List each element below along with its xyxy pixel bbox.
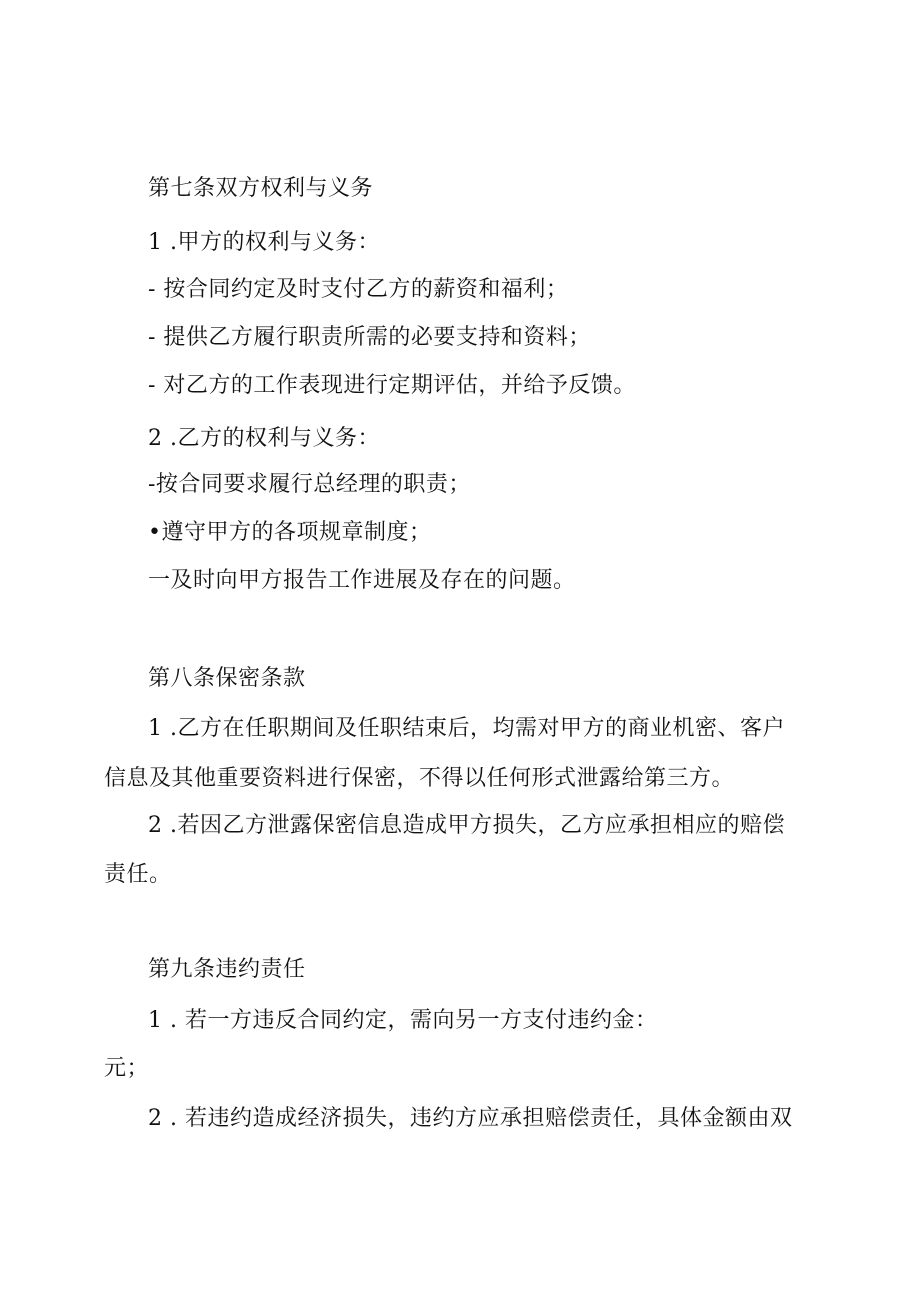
article7-item1: 1 .甲方的权利与义务： bbox=[148, 230, 380, 255]
article9-item1-line1: 1 . 若一方违反合同约定，需向另一方支付违约金： bbox=[148, 1008, 658, 1033]
article7-item2-point3: 一及时向甲方报告工作进展及存在的问题。 bbox=[148, 568, 576, 593]
article9-item2-line1: 2 . 若违约造成经济损失，违约方应承担赔偿责任，具体金额由双 bbox=[148, 1106, 793, 1131]
article7-item1-point2: - 提供乙方履行职责所需的必要支持和资料； bbox=[148, 325, 591, 350]
article7-item2-point2: •遵守甲方的各项规章制度； bbox=[148, 520, 432, 545]
article8-item2-line1: 2 .若因乙方泄露保密信息造成甲方损失，乙方应承担相应的赔偿 bbox=[148, 813, 785, 838]
article7-heading: 第七条双方权利与义务 bbox=[148, 176, 374, 201]
article8-item1-line2: 信息及其他重要资料进行保密，不得以任何形式泄露给第三方。 bbox=[104, 766, 735, 791]
article7-item1-point1: - 按合同约定及时支付乙方的薪资和福利； bbox=[148, 277, 569, 302]
article8-heading: 第八条保密条款 bbox=[148, 666, 306, 691]
article9-heading: 第九条违约责任 bbox=[148, 957, 306, 982]
article8-item2-line2: 责任。 bbox=[104, 862, 172, 887]
article7-item2: 2 .乙方的权利与义务： bbox=[148, 426, 380, 451]
article7-item1-point3: - 对乙方的工作表现进行定期评估，并给予反馈。 bbox=[148, 373, 636, 398]
article8-item1-line1: 1 .乙方在任职期间及任职结束后，均需对甲方的商业机密、客户 bbox=[148, 716, 785, 741]
article7-item2-point1: -按合同要求履行总经理的职责； bbox=[148, 472, 471, 497]
article9-item1-line2: 元； bbox=[104, 1056, 150, 1081]
